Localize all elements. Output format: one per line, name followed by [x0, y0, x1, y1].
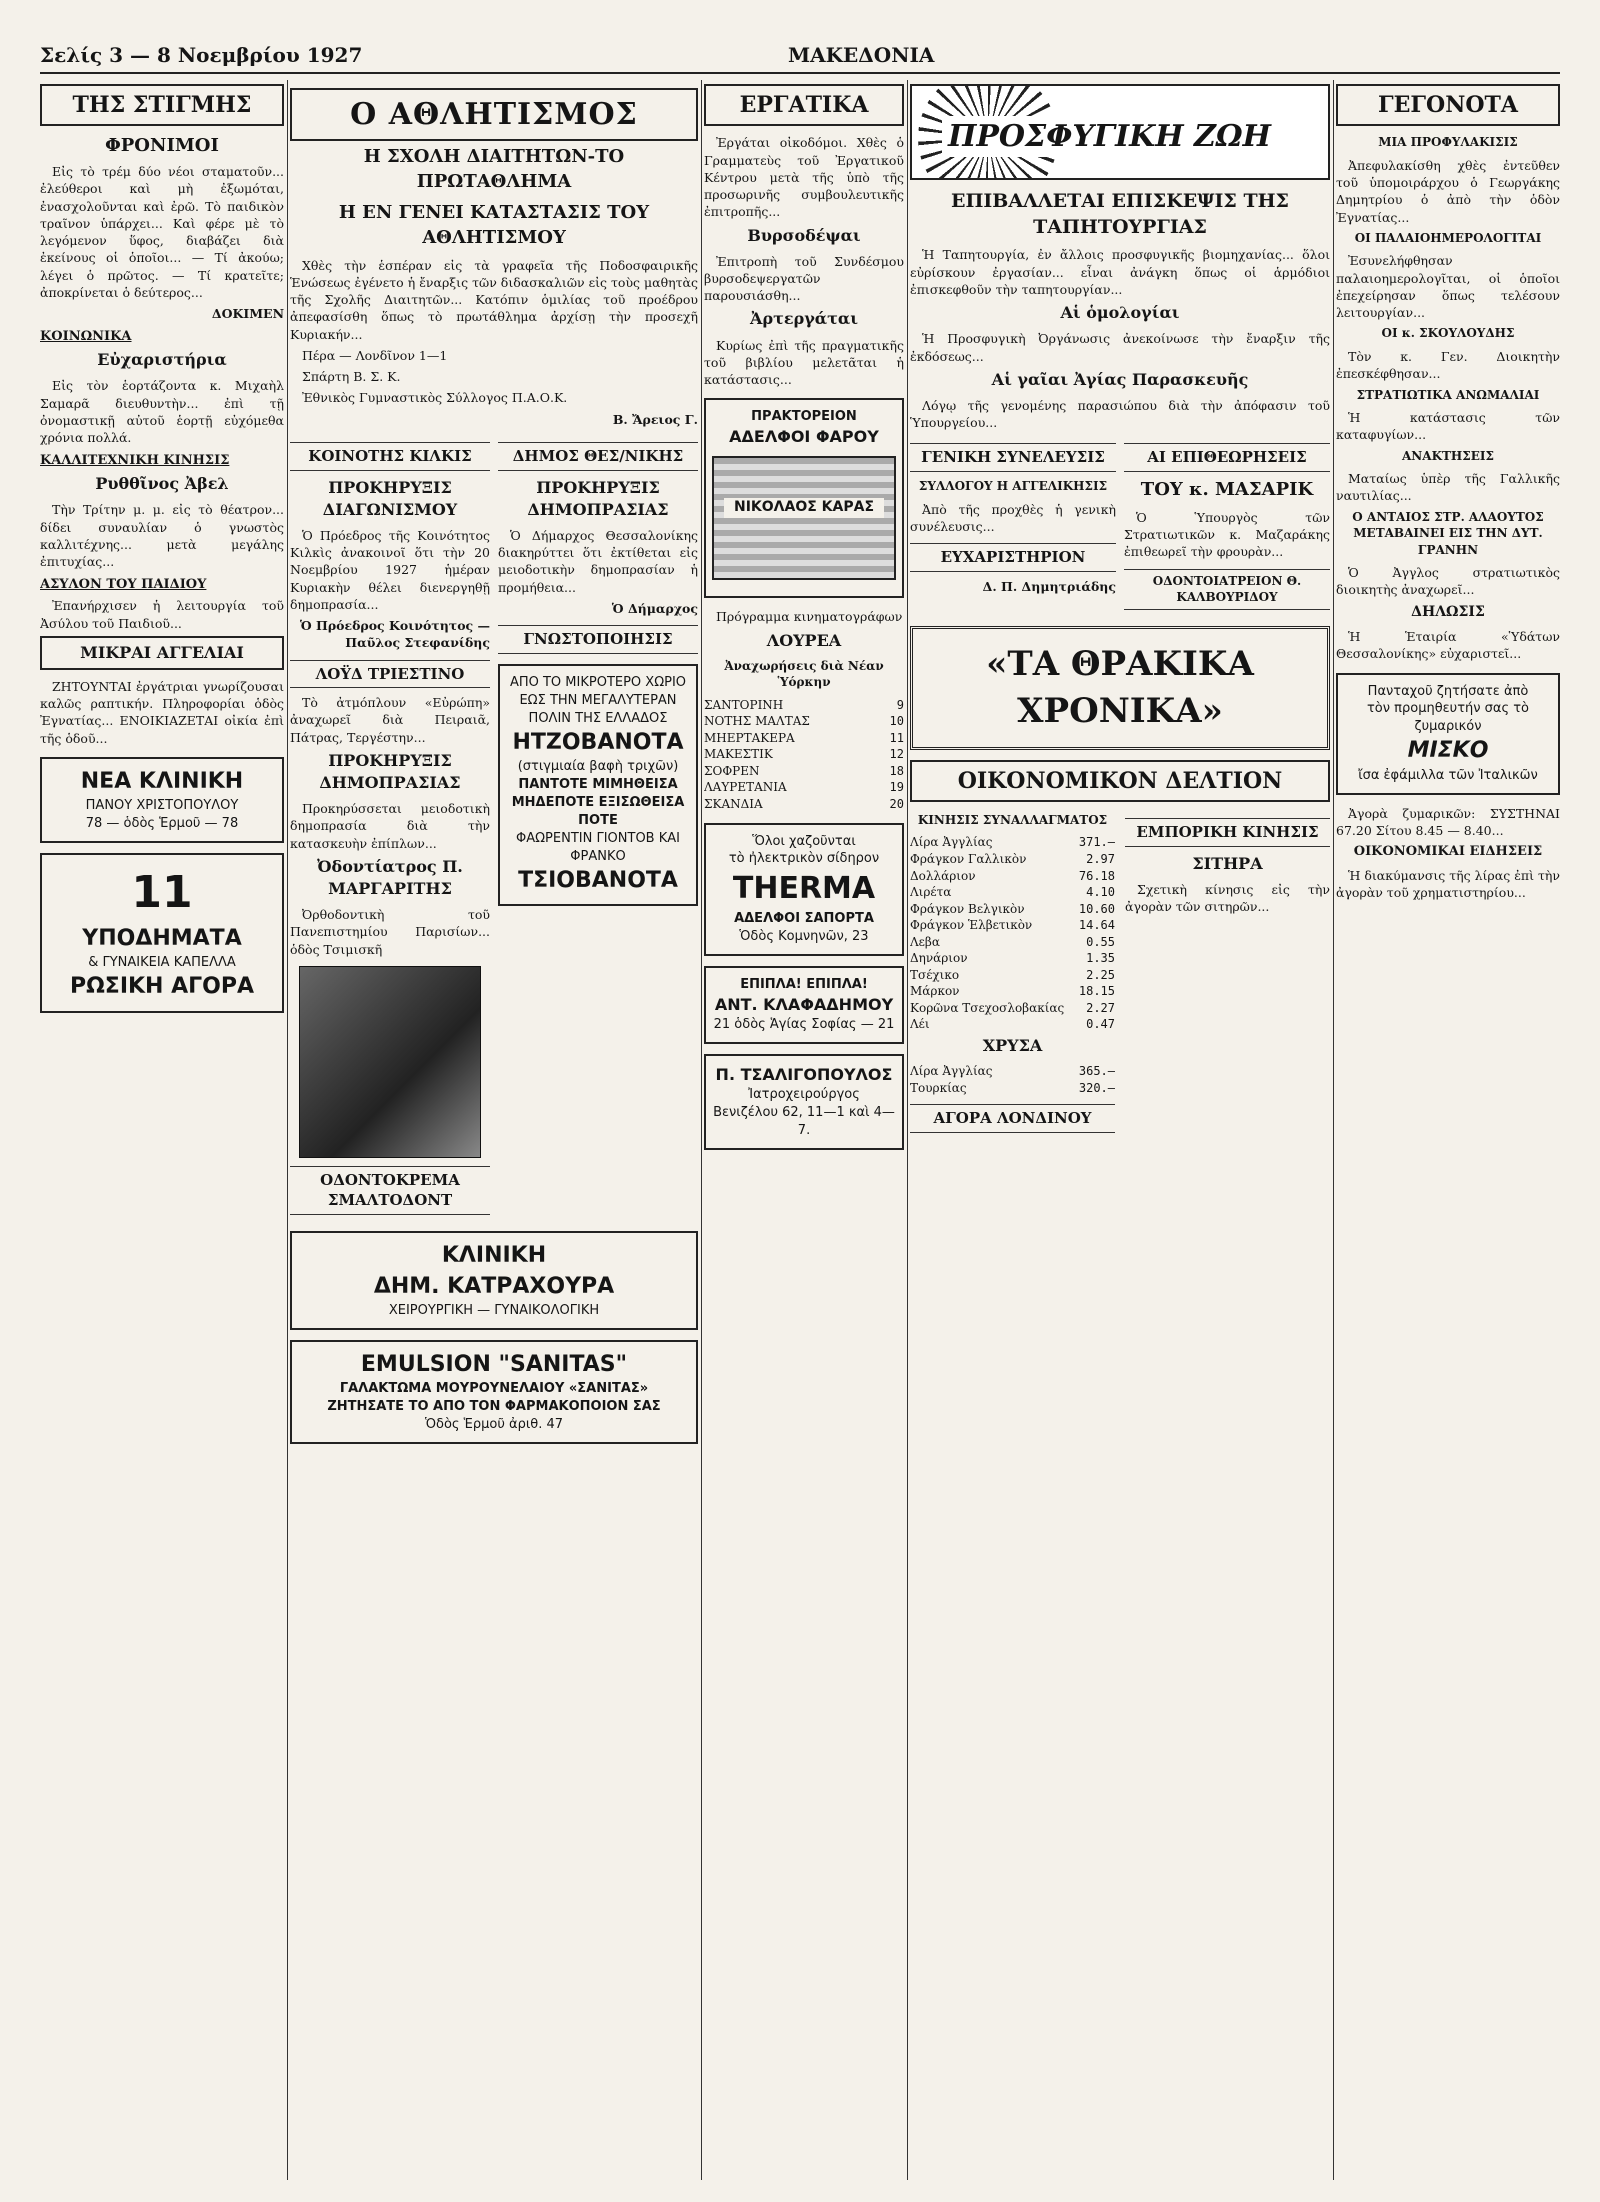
list-title: Ἀναχωρήσεις διὰ Νέαν Ὑόρκην [724, 658, 884, 690]
table-row: Φράγκον Ἑλβετικὸν 14.64 [910, 918, 1115, 933]
table-row: Λιρέτα 4.10 [910, 885, 1115, 900]
hair-dye-ad [498, 664, 698, 906]
notice-body: Ὁ Ὑπουργὸς τῶν Στρατιωτικῶν κ. Μαζαράκης ἐπιθεωρεῖ τὴν φρουρὰν... [1124, 509, 1330, 560]
ad-line: ΠΑΝΤΟΤΕ ΜΙΜΗΘΕΙΣΑ ΜΗΔΕΠΟΤΕ ΕΞΙΣΩΘΕΙΣΑ ΠΟΤΕ [511, 776, 685, 828]
notice-subtitle: ΠΡΟΚΗΡΥΞΙΣ ΔΗΜΟΠΡΑΣΙΑΣ [319, 750, 461, 793]
list-item: ΜΑΚΕΣΤΙΚ 12 [704, 747, 904, 762]
notice-body: Ὁ Δήμαρχος Θεσσαλονίκης διακηρύττει ὅτι ἐκτίθεται εἰς μειοδοτικὴν δημοπρασίαν ἡ προμήθεια... [498, 527, 698, 595]
article-subtitle: Ἀρτεργάται [750, 309, 858, 329]
ad-title: ΗΤΖΟΒΑΝΟΤΑ [512, 729, 684, 755]
ad-line: ΕΠΙΠΛΑ! ΕΠΙΠΛΑ! [740, 976, 868, 992]
table-row: Λεβα 0.55 [910, 934, 1115, 949]
ad-line: Ὅλοι χαζοῦνται [752, 833, 856, 849]
masthead-title: ΜΑΚΕΔΟΝΙΑ [788, 43, 935, 67]
notice-subtitle: ΣΥΛΛΟΓΟΥ Η ΑΓΓΕΛΙΚΗΣΙΣ [918, 479, 1108, 494]
ad-line: ΠΡΑΚΤΟΡΕΙΟΝ [751, 409, 857, 425]
furniture-ad [704, 966, 904, 1044]
table-row: Τουρκίας 320.— [910, 1080, 1115, 1095]
economic-bulletin-title: ΟΙΚΟΝΟΜΙΚΟΝ ΔΕΛΤΙΟΝ [910, 760, 1330, 802]
ad-line: ἴσα ἐφάμιλλα τῶν Ἰταλικῶν [1358, 767, 1538, 783]
sports-section-title: Ο ΑΘΛΗΤΙΣΜΟΣ [290, 88, 698, 141]
article-body: Ἡ διακύμανσις τῆς λίρας ἐπὶ τὴν ἀγορὰν τοῦ χρηματιστηρίου... [1336, 868, 1560, 901]
refugee-life-header-image [910, 84, 1330, 180]
clinic-ad [40, 757, 284, 843]
fx-title: ΚΙΝΗΣΙΣ ΣΥΝΑΛΛΑΓΜΑΤΟΣ [917, 812, 1108, 827]
clinic-ad [290, 1231, 698, 1330]
ad-title: ΑΔΕΛΦΟΙ ΦΑΡΟΥ [729, 427, 879, 447]
column-title-box: ΤΗΣ ΣΤΙΓΜΗΣ [40, 84, 284, 126]
notice-title: ΚΟΙΝΟΤΗΣ ΚΙΛΚΙΣ [290, 442, 490, 471]
ad-line: ΖΗΤΗΣΑΤΕ ΤΟ ΑΠΟ ΤΟΝ ΦΑΡΜΑΚΟΠΟΙΟΝ ΣΑΣ [327, 1399, 661, 1415]
table-row: Λίρα Ἀγγλίας 365.— [910, 1064, 1115, 1079]
london-market-title: ΑΓΟΡΑ ΛΟΝΔΙΝΟΥ [910, 1104, 1115, 1133]
column-4 [910, 80, 1330, 2180]
article-body: Ἡ Προσφυγικὴ Ὀργάνωσις ἀνεκοίνωσε τὴν ἔναρξιν τῆς ἐκδόσεως... [910, 331, 1330, 364]
ad-line: ΠΑΝΟΥ ΧΡΙΣΤΟΠΟΥΛΟΥ [85, 798, 239, 814]
match-line: Πέρα — Λονδῖνον 1—1 [302, 347, 448, 363]
article-subtitle: ΣΤΡΑΤΙΩΤΙΚΑ ΑΝΩΜΑΛΙΑΙ [1356, 387, 1540, 402]
match-line: Σπάρτη Β. Σ. Κ. [302, 369, 401, 385]
article-subtitle: ΟΙ ΠΑΛΑΙΟΗΜΕΡΟΛΟΓΙΤΑΙ [1354, 230, 1542, 245]
section-body: Ἐπανήρχισεν ἡ λειτουργία τοῦ Ἀσύλου τοῦ Παιδιοῦ... [40, 598, 284, 631]
section-subtitle: Εὐχαριστήρια [97, 350, 227, 370]
column-3 [704, 80, 904, 2180]
notice-signature: Ὁ Πρόεδρος Κοινότητος — Παῦλος Στεφανίδης [299, 618, 490, 651]
article-body: Ἐργάται οἰκοδόμοι. Χθὲς ὁ Γραμματεὺς τοῦ Ἐργατικοῦ Κέντρου μετὰ τῆς ὑπὸ τῆς προσωρινῆς συμβουλευτικῆς ἐπιτροπῆς... [704, 135, 904, 220]
section-body: Εἰς τὸν ἑορτάζοντα κ. Μιχαὴλ Σαμαρᾶ διευθυντὴν... ἐπὶ τῇ ὀνομαστικῇ αὐτοῦ ἑορτῇ εὐχόμεθα χρόνια πολλά. [40, 378, 284, 446]
table-row: Φράγκον Γαλλικὸν 2.97 [910, 851, 1115, 866]
article-subtitle: ΟΙΚΟΝΟΜΙΚΑΙ ΕΙΔΗΣΕΙΣ [1353, 844, 1543, 860]
notice-title: ΓΝΩΣΤΟΠΟΙΗΣΙΣ [498, 625, 698, 654]
table-row: Δολλάριον 76.18 [910, 868, 1115, 883]
notice-title: ΓΕΝΙΚΗ ΣΥΝΕΛΕΥΣΙΣ [910, 443, 1116, 472]
lighthouse-image [712, 456, 896, 580]
ad-line: Ἰατροχειρούργος [748, 1086, 860, 1102]
article-subtitle: Βυρσοδέψαι [747, 225, 861, 245]
notice-title: ΛΟΫΔ ΤΡΙΕΣΤΙΝΟ [290, 660, 490, 689]
list-item: ΣΚΑΝΔΙΑ 20 [704, 796, 904, 811]
therma-ad [704, 823, 904, 956]
notice-body: Ὁ Πρόεδρος τῆς Κοινότητος Κιλκὶς ἀνακοινοῖ ὅτι τὴν 20 Νοεμβρίου 1927 ἡμέραν Κυριακὴν θέλει διενεργηθῇ δημοπρασία... [290, 527, 490, 612]
ad-line: ΦΑΩΡΕΝΤΙΝ ΓΙΟΝΤΟΒ ΚΑΙ ΦΡΑΝΚΟ [516, 830, 680, 864]
pharos-ad [704, 398, 904, 598]
notice-title: ΕΥΧΑΡΙΣΤΗΡΙΟΝ [910, 543, 1116, 572]
article-subtitle: ΛΟΥΡΕΑ [766, 630, 842, 650]
ad-title: ΡΩΣΙΚΗ ΑΓΟΡΑ [69, 974, 255, 1000]
article-subtitle: ΜΙΑ ΠΡΟΦΥΛΑΚΙΣΙΣ [1378, 135, 1518, 150]
article-body: Κυρίως ἐπὶ τῆς πραγματικῆς τοῦ βιβλίου μελετᾶται ἡ κατάστασις... [704, 337, 904, 388]
article-subtitle: ΟΙ κ. ΣΚΟΥΛΟΥΔΗΣ [1381, 326, 1515, 341]
article-subtitle: Αἱ γαῖαι Ἀγίας Παρασκευῆς [991, 369, 1249, 389]
article-subtitle: ΑΝΑΚΤΗΣΕΙΣ [1401, 448, 1494, 463]
ad-title: ΤΣΙΟΒΑΝΟΤΑ [518, 867, 678, 893]
article-body: Ἡ Ἑταιρία «Ὑδάτων Θεσσαλονίκης» εὐχαριστεῖ... [1336, 629, 1560, 662]
list-item: ΛΑΥΡΕΤΑΝΙΑ 19 [704, 780, 904, 795]
gold-title: ΧΡΥΣΑ [982, 1035, 1043, 1055]
article-signature: Β. Ἄρειος Γ. [612, 411, 698, 427]
grain-body: Σχετικὴ κίνησις εἰς τὴν ἀγορὰν τῶν σιτηρῶν... [1125, 881, 1330, 914]
notice-subtitle: ΠΡΟΚΗΡΥΞΙΣ ΔΙΑΓΩΝΙΣΜΟΥ [322, 477, 458, 519]
section-title: ΠΡΟΣΦΥΓΙΚΗ ΖΩΗ [942, 116, 1277, 157]
ad-line: Ὁδὸς Ἑρμοῦ ἀριθ. 47 [424, 1417, 564, 1433]
doctor-ad [704, 1054, 904, 1150]
trade-title: ΕΜΠΟΡΙΚΗ ΚΙΝΗΣΙΣ [1125, 818, 1330, 847]
ad-line: ΕΩΣ ΤΗΝ ΜΕΓΑΛΥΤΕΡΑΝ ΠΟΛΙΝ ΤΗΣ ΕΛΛΑΔΟΣ [519, 692, 677, 726]
ad-title: THERMA [732, 871, 876, 907]
article-body: Ἐπιτροπὴ τοῦ Συνδέσμου βυρσοδεψεργατῶν παρουσιάσθη... [704, 253, 904, 304]
ad-line: Ὁδὸς Κομνηνῶν, 23 [739, 928, 869, 944]
section-subtitle: Ρυθθῖνος Ἀβελ [95, 474, 229, 494]
table-row: Φράγκον Βελγικὸν 10.60 [910, 901, 1115, 916]
cinema-title: Πρόγραμμα κινηματογράφων [716, 609, 903, 625]
ad-line: (στιγμιαία βαφὴ τριχῶν) [517, 758, 679, 774]
ad-title: EMULSION "SANITAS" [360, 1351, 628, 1377]
article-body: Χθὲς τὴν ἑσπέραν εἰς τὰ γραφεῖα τῆς Ποδοσφαιρικῆς Ἑνώσεως ἐγένετο ἡ ἔναρξις τῶν διδασκαλιῶν εἰς τοὺς μαθητὰς τῆς Σχολῆς Διαιτητῶν... Κατόπιν ὁμιλίας τοῦ προέδρου ἀπεφασίσθη ὅπως τὸ πρωτάθλημα ἀρχίσῃ τὴν προσεχῆ Κυριακήν... [290, 257, 698, 342]
list-item: ΣΑΝΤΟΡΙΝΗ 9 [704, 697, 904, 712]
column-2 [290, 80, 698, 2180]
lighthouse-label: ΝΙΚΟΛΑΟΣ ΚΑΡΑΣ [724, 498, 884, 517]
table-row: Λέι 0.47 [910, 1017, 1115, 1032]
portrait-image [299, 966, 481, 1158]
article-body: Ἐσυνελήφθησαν παλαιοημερολογῖται, οἱ ὁποῖοι ἐπεχείρησαν ὅπως τελέσουν λειτουργίαν... [1336, 253, 1560, 321]
ad-line: τὸ ἠλεκτρικὸν σίδηρον [728, 851, 880, 867]
ad-line: Πανταχοῦ ζητήσατε ἀπὸ [1367, 683, 1529, 699]
article-body: Ἀπεφυλακίσθη χθὲς ἐντεῦθεν τοῦ ὑπομοιράρχου ὁ Γεωργάκης Δημητρίου ὁ ἀπὸ τὴν ὁδὸν Ἐγνατίας... [1336, 157, 1560, 225]
masthead [40, 38, 1560, 74]
ad-title: ΑΝΤ. ΚΛΑΦΑΔΗΜΟΥ [714, 994, 894, 1014]
article-body: Ματαίως ὑπὲρ τῆς Γαλλικῆς ναυτιλίας... [1336, 471, 1560, 504]
headline: Η ΣΧΟΛΗ ΔΙΑΙΤΗΤΩΝ-ΤΟ ΠΡΩΤΑΘΛΗΜΑ [363, 146, 625, 193]
notice-title: ΟΔΟΝΤΟΙΑΤΡΕΙΟΝ Θ. ΚΑΛΒΟΥΡΙΔΟΥ [1124, 569, 1330, 610]
ad-title: ΚΛΙΝΙΚΗ [441, 1243, 547, 1269]
notice-subtitle: ΠΡΟΚΗΡΥΞΙΣ ΔΗΜΟΠΡΑΣΙΑΣ [527, 477, 669, 519]
table-row: Λίρα Ἀγγλίας 371.— [910, 835, 1115, 850]
notice-signature: Ὁ Δήμαρχος [611, 600, 698, 616]
article-body: Ἡ κατάστασις τῶν καταφυγίων... [1336, 410, 1560, 443]
article-subtitle: Αἱ ὁμολογίαι [1060, 303, 1180, 323]
masthead-date: Σελίς 3 — 8 Νοεμβρίου 1927 [40, 43, 363, 67]
ad-title: ΜΙΣΚΟ [1407, 738, 1489, 764]
list-item: ΣΟΦΡΕΝ 18 [704, 763, 904, 778]
emulsion-ad [290, 1340, 698, 1444]
ad-line: & ΓΥΝΑΙΚΕΙΑ ΚΑΠΕΛΛΑ [88, 955, 236, 971]
column-5 [1336, 80, 1560, 2180]
thrace-chronicle-banner: «ΤΑ ΘΡΑΚΙΚΑ ΧΡΟΝΙΚΑ» [910, 626, 1330, 750]
ad-line: 78 — ὁδὸς Ἑρμοῦ — 78 [85, 816, 239, 832]
notice-title: ΑΙ ΕΠΙΘΕΩΡΗΣΕΙΣ [1124, 443, 1330, 472]
table-row: Μάρκον 18.15 [910, 984, 1115, 999]
ad-title: ΥΠΟΔΗΜΑΤΑ [82, 925, 242, 951]
notice-body: Τὸ ἀτμόπλουν «Εὐρώπη» ἀναχωρεῖ διὰ Πειραιᾶ, Πάτρας, Τεργέστην... [290, 695, 490, 745]
column-rule [1333, 80, 1334, 2180]
headline: Η ΕΝ ΓΕΝΕΙ ΚΑΤΑΣΤΑΣΙΣ ΤΟΥ ΑΘΛΗΤΙΣΜΟΥ [338, 202, 650, 248]
article-body: Τὸν κ. Γεν. Διοικητὴν ἐπεσκέφθησαν... [1336, 349, 1560, 382]
list-item: ΝΟΤΗΣ ΜΑΛΤΑΣ 10 [704, 714, 904, 729]
shoes-ad [40, 853, 284, 1012]
classifieds-title: ΜΙΚΡΑΙ ΑΓΓΕΛΙΑΙ [40, 636, 284, 670]
article-body: Ὁ Ἀγγλος στρατιωτικὸς διοικητὴς ἀναχωρεῖ... [1336, 565, 1560, 598]
ad-number: 11 [131, 867, 193, 919]
headline: ΕΠΙΒΑΛΛΕΤΑΙ ΕΠΙΣΚΕΨΙΣ ΤΗΣ ΤΑΠΗΤΟΥΡΓΙΑΣ [950, 190, 1289, 239]
ad-title: Π. ΤΣΑΛΙΓΟΠΟΥΛΟΣ [715, 1064, 893, 1084]
column-rule [907, 80, 908, 2180]
list-item: ΜΗΕΡΤΑΚΕΡΑ 11 [704, 730, 904, 745]
notice-signature: Δ. Π. Δημητριάδης [982, 578, 1116, 594]
fx-table [910, 834, 1115, 1033]
section-title: ΚΟΙΝΩΝΙΚΑ [40, 329, 132, 345]
ad-line: ΑΠΟ ΤΟ ΜΙΚΡΟΤΕΡΟ ΧΩΡΙΟ [509, 674, 687, 690]
dentist-title: Ὀδοντίατρος Π. ΜΑΡΓΑΡΙΤΗΣ [317, 856, 463, 898]
ad-line: τὸν προμηθευτήν σας τὸ ζυμαρικόν [1366, 701, 1530, 735]
notice-subtitle: ΤΟΥ κ. ΜΑΣΑΡΙΚ [1140, 479, 1314, 501]
ad-line: ΑΔΕΛΦΟΙ ΣΑΠΟΡΤΑ [734, 910, 874, 926]
article-signature: ΔΟΚΙΜΕΝ [211, 306, 284, 322]
article-body: Ἡ Ταπητουργία, ἐν ἄλλοις προσφυγικῆς βιομηχανίας... ὅλοι εὐρίσκουν ἐργασίαν... εἶναι ἀνάγκη ὅπως οἱ ἁρμόδιοι ἐπισκεφθοῦν τὴν ταπητουργίαν... [910, 247, 1330, 297]
classifieds-body: ΖΗΤΟΥΝΤΑΙ ἐργάτριαι γνωρίζουσαι καλῶς ραπτικήν. Πληροφορίαι ὁδὸς Ἐγνατίας... ΕΝΟΙΚΙΑΖΕΤΑΙ οἰκία ἐπὶ τῆς ὁδοῦ... [40, 678, 284, 746]
toothpaste-ad: ΟΔΟΝΤΟΚΡΕΜΑ ΣΜΑΛΤΟΔΟΝΤ [290, 1166, 490, 1215]
table-row: Κορῶνα Τσεχοσλοβακίας 2.27 [910, 1000, 1115, 1015]
ad-title: ΝΕΑ ΚΛΙΝΙΚΗ [80, 768, 244, 794]
ad-line: 21 ὁδὸς Ἁγίας Σοφίας — 21 [713, 1016, 895, 1032]
article-subtitle: Ο ΑΝΤΑΙΟΣ ΣΤΡ. ΑΛΑΟΥΤΟΣ ΜΕΤΑΒΑΙΝΕΙ ΕΙΣ ΤΗΝ ΔΥΤ. ΓΡΑΝΗΝ [1352, 509, 1544, 557]
notice-body: Ἀπὸ τῆς προχθὲς ἡ γενικὴ συνέλευσις... [910, 501, 1116, 534]
ad-line: ΓΑΛΑΚΤΩΜΑ ΜΟΥΡΟΥΝΕΛΑΙΟΥ «ΣΑΝΙΤΑΣ» [339, 1381, 649, 1397]
article-title: ΦΡΟΝΙΜΟΙ [105, 135, 219, 157]
ad-line: ΧΕΙΡΟΥΡΓΙΚΗ — ΓΥΝΑΙΚΟΛΟΓΙΚΗ [388, 1302, 600, 1318]
events-section-title: ΓΕΓΟΝΟΤΑ [1336, 84, 1560, 126]
table-row: Δηνάριον 1.35 [910, 951, 1115, 966]
notice-title: ΔΗΜΟΣ ΘΕΣ/ΝΙΚΗΣ [498, 442, 698, 471]
section-body: Τὴν Τρίτην μ. μ. εἰς τὸ θέατρον... δίδει συναυλίαν ὁ γνωστὸς καλλιτέχνης... μετὰ μεγάλης ἐπιτυχίας... [40, 502, 284, 570]
grain-title: ΣΙΤΗΡΑ [1192, 853, 1263, 873]
table-row: Τσέχικο 2.25 [910, 967, 1115, 982]
article-subtitle: ΔΗΛΩΣΙΣ [1411, 603, 1485, 620]
ad-title: ΔΗΜ. ΚΑΤΡΑΧΟΥΡΑ [373, 1273, 615, 1299]
column-rule [701, 80, 702, 2180]
labor-section-title: ΕΡΓΑΤΙΚΑ [704, 84, 904, 126]
departures-list [704, 697, 904, 813]
match-line: Ἐθνικὸς Γυμναστικὸς Σύλλογος Π.Α.Ο.Κ. [302, 390, 568, 406]
column-rule [287, 80, 288, 2180]
ad-line: Βενιζέλου 62, 11—1 καὶ 4—7. [713, 1104, 895, 1138]
pasta-ad [1336, 673, 1560, 795]
market-body: Ἀγορὰ ζυμαρικῶν: ΣΥΣΤΗΝΑΙ 67.20 Σίτου 8.45 — 8.40... [1336, 805, 1560, 838]
article-body: Λόγῳ τῆς γενομένης παρασιώπου διὰ τὴν ἀπόφασιν τοῦ Ὑπουργείου... [910, 397, 1330, 431]
section-title: ΚΑΛΛΙΤΕΧΝΙΚΗ ΚΙΝΗΣΙΣ [40, 453, 230, 469]
notice-body: Προκηρύσσεται μειοδοτικὴ δημοπρασία διὰ τὴν κατασκευὴν ἐπίπλων... [290, 801, 490, 851]
article-body: Εἰς τὸ τρέμ δύο νέοι σταματοῦν... ἐλεύθεροι καὶ μὴ ἐξωμόται, ἐνασχολοῦνται καὶ ἐρῶ. Τὸ παιδικὸν τραῖνον ὑπάρχει... Καὶ φέρε μὲ τὸ λεγόμενον ὕφος, διαβάζει διὰ ἐκείνους οἱ ὁποῖοι... — Τί ἀκούω; λέγει ὁ πρῶτος. — Τί κρατεῖτε; ἀποκρίνεται ὁ δεύτερος... [40, 164, 284, 300]
section-title: ΑΣΥΛΟΝ ΤΟΥ ΠΑΙΔΙΟΥ [40, 577, 207, 593]
column-1 [40, 80, 284, 2180]
dentist-body: Ὀρθοδοντικὴ τοῦ Πανεπιστημίου Παρισίων... ὁδὸς Τσιμισκῆ [290, 907, 490, 957]
